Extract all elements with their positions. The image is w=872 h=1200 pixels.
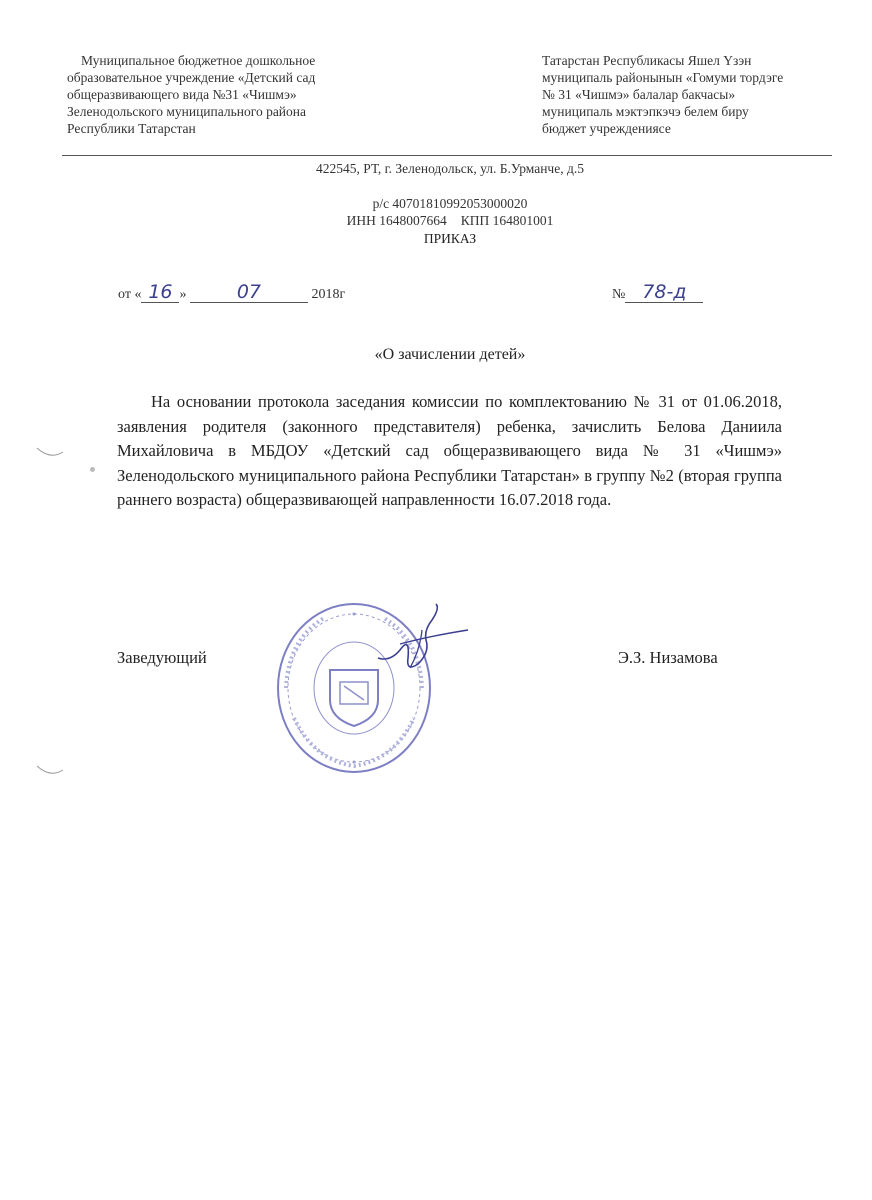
header-right-line: бюджет учреждениясе (542, 121, 671, 136)
header-right-block (542, 52, 842, 137)
handwritten-signature-icon (370, 600, 470, 680)
number-value-handwritten: 78-д (625, 282, 703, 303)
order-date (118, 282, 345, 303)
header-divider (62, 155, 832, 156)
order-subject: «О зачислении детей» (374, 346, 526, 363)
date-year: 2018г (311, 287, 346, 302)
header-right-line: № 31 «Чишмэ» балалар бакчасы» (542, 87, 736, 102)
number-label: № (612, 287, 626, 302)
header-left-line: Зеленодольского муниципального района (67, 104, 306, 119)
address-line: 422545, РТ, г. Зеленодольск, ул. Б.Урманче, д.5 (316, 161, 584, 176)
header-left-line: общеразвивающего вида №31 «Чишмэ» (67, 87, 297, 102)
bank-details (0, 195, 872, 229)
signatory-title: Заведующий (117, 648, 207, 667)
order-number (612, 282, 703, 303)
order-body: На основании протокола заседания комиссии по комплектованию № 31 от 01.06.2018, заявления родителя (законного представителя) ребенка, зачислить Белова Даниила Михайловича в МБДОУ «Детский сад общеразвивающего вида № 31 «Чишмэ» Зеленодольского муниципального района Республики Татарстан» в группу №2 (вторая группа раннего возраста) общеразвивающей направленности 16.07.2018 года. (117, 392, 782, 509)
date-day-handwritten: 16 (141, 282, 179, 303)
punch-hole-mark-icon (35, 764, 65, 778)
punch-hole-mark-icon (35, 446, 65, 460)
header-right-line: Татарстан Республикасы Яшел Үзэн (542, 53, 752, 68)
date-close-quote: » (179, 287, 187, 302)
header-left-line: образовательное учреждение «Детский сад (67, 70, 316, 85)
scan-speck (90, 467, 95, 472)
header-right-line: муниципаль мэктэпкэчэ белем биру (542, 104, 749, 119)
date-month-handwritten: 07 (190, 282, 308, 303)
header-left-line: Муниципальное бюджетное дошкольное (81, 53, 316, 68)
kpp: КПП 164801001 (460, 213, 554, 228)
signatory-name: Э.З. Низамова (618, 648, 718, 667)
inn: ИНН 1648007664 (346, 213, 447, 228)
account-number: р/с 40701810992053000020 (372, 196, 528, 211)
date-open-quote: « (134, 287, 142, 302)
header-right-line: муниципаль районынын «Гомуми тордэге (542, 70, 784, 85)
inn-kpp-line (0, 212, 872, 229)
header-left-line: Республики Татарстан (67, 121, 196, 136)
document-type: ПРИКАЗ (423, 231, 477, 246)
header-left-block (67, 52, 387, 137)
date-prefix: от (118, 287, 131, 302)
